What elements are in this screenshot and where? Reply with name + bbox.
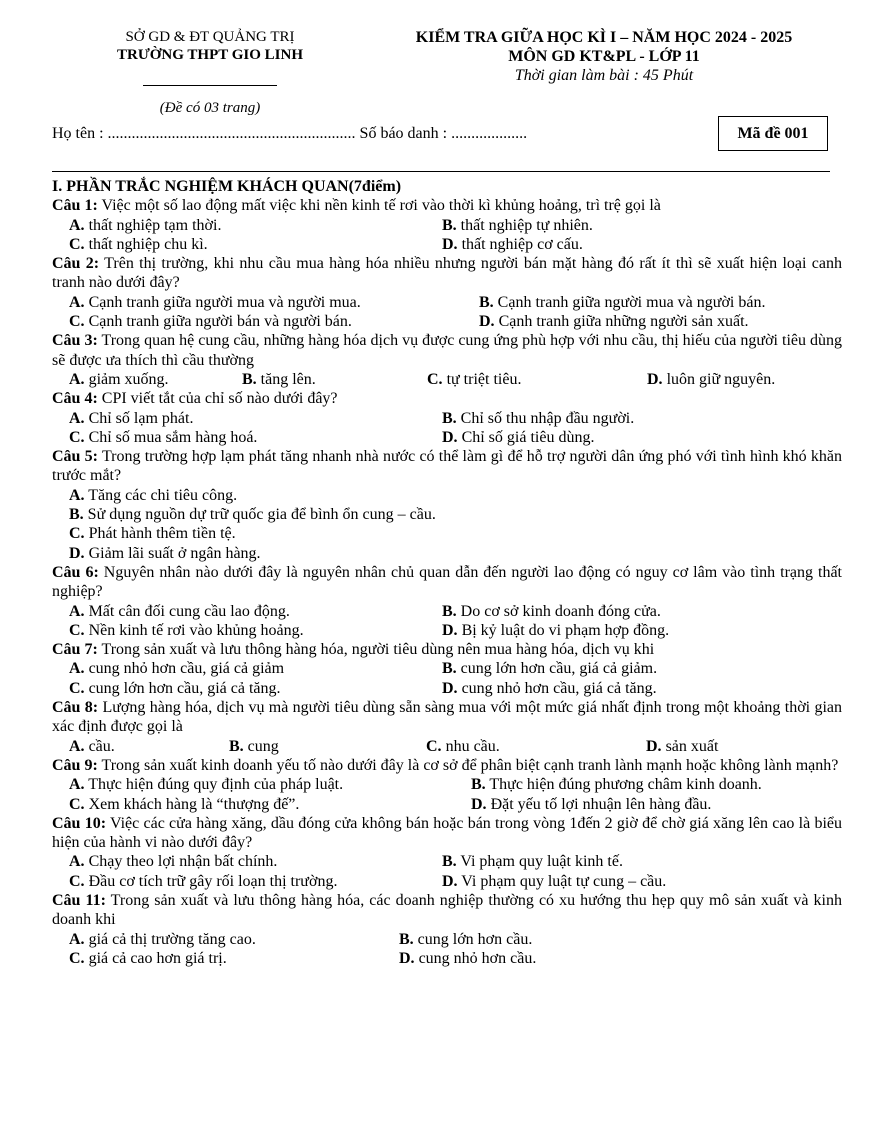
option-b[interactable] <box>442 659 815 678</box>
option-d[interactable] <box>647 370 775 389</box>
option-key: B. <box>442 853 457 871</box>
exam-content <box>52 177 842 968</box>
exam-time: Thời gian làm bài : 45 Phút <box>514 67 694 84</box>
option-text: Chỉ số thu nhập đầu người. <box>456 409 635 427</box>
section-divider <box>52 171 830 172</box>
option-d[interactable] <box>442 621 815 640</box>
option-text: thất nghiệp tự nhiên. <box>456 216 593 234</box>
option-c[interactable] <box>69 872 442 891</box>
option-text: giảm xuống. <box>84 370 169 388</box>
option-c[interactable] <box>427 370 647 389</box>
option-key: B. <box>479 293 494 311</box>
option-a[interactable] <box>69 216 442 235</box>
option-b[interactable] <box>471 775 762 794</box>
question-number: Câu 5: <box>52 448 99 466</box>
option-text: thất nghiệp cơ cấu. <box>457 235 583 253</box>
option-text: Tăng các chi tiêu công. <box>84 486 238 504</box>
options-row <box>52 370 842 389</box>
option-key: C. <box>69 872 85 890</box>
question-text: Trong sản xuất và lưu thông hàng hóa, người tiêu dùng nên mua hàng hóa, dịch vụ khi <box>97 641 655 659</box>
option-key: D. <box>399 949 415 967</box>
section-title: I. PHẦN TRẮC NGHIỆM KHÁCH QUAN(7điểm) <box>52 178 402 195</box>
option-text: Xem khách hàng là “thượng đế”. <box>84 795 300 813</box>
option-text: cầu. <box>84 737 115 755</box>
option-c[interactable] <box>52 524 842 543</box>
question-text: Trong quan hệ cung cầu, những hàng hóa dịch vụ được cung ứng phù hợp với nhu cầu, thị hiếu của người tiêu dùng sẽ được ưa thích thì cầu thường <box>52 332 843 369</box>
option-c[interactable] <box>69 679 442 698</box>
option-text: cung <box>243 737 279 755</box>
question-6 <box>52 563 842 602</box>
option-text: giá cả cao hơn giá trị. <box>84 949 227 967</box>
option-a[interactable] <box>69 775 471 794</box>
exam-code-box: Mã đề 001 <box>718 116 828 151</box>
option-key: C. <box>426 737 442 755</box>
option-key: A. <box>69 853 85 871</box>
option-d[interactable] <box>442 872 815 891</box>
option-key: B. <box>442 409 457 427</box>
option-text: Vi phạm quy luật kinh tế. <box>456 853 623 871</box>
option-text: tăng lên. <box>256 370 316 388</box>
question-number: Câu 9: <box>52 756 98 774</box>
exam-title: KIỂM TRA GIỮA HỌC KÌ I – NĂM HỌC 2024 - 2025 <box>415 29 793 46</box>
option-key: D. <box>647 370 663 388</box>
options-row <box>52 602 842 621</box>
option-key: A. <box>69 776 85 794</box>
option-b[interactable] <box>442 852 815 871</box>
option-text: Thực hiện đúng phương châm kinh doanh. <box>485 776 762 794</box>
options-row <box>52 949 842 968</box>
option-text: Cạnh tranh giữa người mua và người mua. <box>84 293 361 311</box>
option-text: nhu cầu. <box>441 737 500 755</box>
option-text: Cạnh tranh giữa người bán và người bán. <box>84 313 352 331</box>
option-text: cung nhỏ hơn cầu, giá cả tăng. <box>457 679 657 697</box>
option-text: Bị kỷ luật do vi phạm hợp đồng. <box>457 621 670 639</box>
options-row <box>52 852 842 871</box>
option-a[interactable] <box>69 659 442 678</box>
option-text: Thực hiện đúng quy định của pháp luật. <box>84 776 344 794</box>
dept-name: SỞ GD & ĐT QUẢNG TRỊ <box>125 29 295 45</box>
option-b[interactable] <box>442 216 815 235</box>
option-key: A. <box>69 737 85 755</box>
option-d[interactable] <box>646 737 718 756</box>
options-row <box>52 930 842 949</box>
options-row <box>52 679 842 698</box>
question-number: Câu 7: <box>52 641 98 659</box>
question-number: Câu 10: <box>52 814 107 832</box>
option-key: B. <box>242 370 257 388</box>
option-c[interactable] <box>426 737 646 756</box>
option-text: cung lớn hơn cầu, giá cả tăng. <box>84 679 281 697</box>
option-key: A. <box>69 930 85 948</box>
header-divider <box>143 85 277 86</box>
header-left <box>100 28 320 117</box>
option-text: sản xuất <box>661 737 719 755</box>
question-number: Câu 4: <box>52 390 98 408</box>
options-row <box>52 795 842 814</box>
option-key: C. <box>69 313 85 331</box>
option-key: A. <box>69 486 85 504</box>
question-11 <box>52 891 842 930</box>
option-key: A. <box>69 370 85 388</box>
option-c[interactable] <box>69 235 442 254</box>
option-text: luôn giữ nguyên. <box>662 370 776 388</box>
option-key: A. <box>69 602 85 620</box>
option-text: thất nghiệp tạm thời. <box>84 216 222 234</box>
option-c[interactable] <box>69 795 471 814</box>
option-text: Phát hành thêm tiền tệ. <box>84 525 236 543</box>
option-c[interactable] <box>69 949 399 968</box>
option-key: D. <box>69 544 85 562</box>
options-row <box>52 312 842 331</box>
question-7 <box>52 640 842 659</box>
option-key: C. <box>69 428 85 446</box>
question-number: Câu 1: <box>52 197 98 215</box>
question-text: Nguyên nhân nào dưới đây là nguyên nhân chủ quan dẫn đến người lao động có nguy cơ lâm vào tình trạng thất nghiệp? <box>52 563 842 601</box>
option-text: Cạnh tranh giữa những người sản xuất. <box>494 313 749 331</box>
options-row <box>52 872 842 891</box>
option-a[interactable] <box>69 737 229 756</box>
option-a[interactable] <box>69 602 442 621</box>
option-key: C. <box>69 795 85 813</box>
option-text: Giảm lãi suất ở ngân hàng. <box>84 544 261 562</box>
option-text: Chỉ số giá tiêu dùng. <box>457 428 595 446</box>
option-a[interactable] <box>69 409 442 428</box>
question-1 <box>52 196 842 215</box>
options-row <box>52 216 842 235</box>
question-text: Trong sản xuất kinh doanh yếu tố nào dưới đây là cơ sở để phân biệt cạnh tranh lành mạnh hoặc không lành mạnh? <box>97 756 839 774</box>
options-row <box>52 737 842 756</box>
option-b[interactable] <box>399 930 532 949</box>
options-row <box>52 775 842 794</box>
question-text: Việc một số lao động mất việc khi nền kinh tế rơi vào thời kì khủng hoảng, trì trệ gọi là <box>97 197 661 215</box>
question-number: Câu 2: <box>52 255 100 273</box>
question-10 <box>52 814 842 853</box>
option-text: Chạy theo lợi nhận bất chính. <box>84 853 278 871</box>
option-key: B. <box>442 602 457 620</box>
question-text: CPI viết tắt của chỉ số nào dưới đây? <box>97 390 338 408</box>
option-key: A. <box>69 409 85 427</box>
option-d[interactable] <box>442 235 815 254</box>
header-right <box>384 28 824 85</box>
option-d[interactable] <box>442 679 815 698</box>
option-key: C. <box>69 949 85 967</box>
option-text: cung lớn hơn cầu, giá cả giảm. <box>456 660 658 678</box>
option-key: D. <box>471 795 487 813</box>
option-key: A. <box>69 293 85 311</box>
option-b[interactable] <box>479 293 765 312</box>
question-number: Câu 3: <box>52 332 98 350</box>
student-name-field: Họ tên : .............................................................. <box>52 125 356 142</box>
option-c[interactable] <box>69 621 442 640</box>
option-a[interactable] <box>69 852 442 871</box>
question-4 <box>52 389 842 408</box>
option-key: C. <box>69 235 85 253</box>
option-c[interactable] <box>69 428 442 447</box>
pages-note: (Đề có 03 trang) <box>159 100 261 116</box>
option-text: cung lớn hơn cầu. <box>413 930 533 948</box>
option-text: tự triệt tiêu. <box>442 370 522 388</box>
option-text: Nền kinh tế rơi vào khủng hoảng. <box>84 621 304 639</box>
option-a[interactable] <box>52 486 842 505</box>
option-a[interactable] <box>69 293 479 312</box>
option-d[interactable] <box>52 544 842 563</box>
question-9 <box>52 756 842 775</box>
option-text: cung nhỏ hơn cầu, giá cả giảm <box>84 660 285 678</box>
option-b[interactable] <box>442 602 815 621</box>
option-a[interactable] <box>69 930 399 949</box>
student-info-row <box>52 124 527 143</box>
option-key: D. <box>442 235 458 253</box>
option-key: D. <box>646 737 662 755</box>
question-2 <box>52 254 842 293</box>
question-text: Trong sản xuất và lưu thông hàng hóa, các doanh nghiệp thường có xu hướng thu hẹp quy mô sản xuất và kinh doanh khi <box>52 891 842 929</box>
option-c[interactable] <box>69 312 479 331</box>
option-a[interactable] <box>69 370 242 389</box>
question-5 <box>52 447 842 486</box>
option-key: C. <box>427 370 443 388</box>
options-row <box>52 409 842 428</box>
option-b[interactable] <box>442 409 815 428</box>
question-number: Câu 6: <box>52 563 99 581</box>
question-number: Câu 11: <box>52 891 106 909</box>
option-text: Chỉ số mua sắm hàng hoá. <box>84 428 258 446</box>
option-b[interactable] <box>229 737 426 756</box>
question-number: Câu 8: <box>52 699 99 717</box>
option-key: B. <box>229 737 244 755</box>
options-row <box>52 428 842 447</box>
option-d[interactable] <box>399 949 536 968</box>
option-text: cung nhỏ hơn cầu. <box>414 949 537 967</box>
question-text: Trên thị trường, khi nhu cầu mua hàng hóa nhiều nhưng người bán mặt hàng đó rất ít thì sẽ xuất hiện loại canh tranh nào dưới đây? <box>52 255 843 292</box>
option-d[interactable] <box>471 795 711 814</box>
options-row <box>52 235 842 254</box>
question-text: Trong trường hợp lạm phát tăng nhanh nhà nước có thể làm gì để hỗ trợ người dân ứng phó với tình hình khó khăn trước mắt? <box>52 448 842 485</box>
question-8 <box>52 698 842 737</box>
option-key: D. <box>442 872 458 890</box>
option-d[interactable] <box>442 428 815 447</box>
option-text: Chỉ số lạm phát. <box>84 409 194 427</box>
option-text: Đầu cơ tích trữ gây rối loạn thị trường. <box>84 872 338 890</box>
options-row <box>52 621 842 640</box>
options-row <box>52 293 842 312</box>
option-key: D. <box>442 621 458 639</box>
option-key: B. <box>69 506 84 524</box>
option-b[interactable] <box>242 370 427 389</box>
question-3 <box>52 331 842 370</box>
option-key: D. <box>479 313 495 331</box>
option-key: A. <box>69 660 85 678</box>
option-key: B. <box>442 660 457 678</box>
option-key: B. <box>399 930 414 948</box>
option-d[interactable] <box>479 312 749 331</box>
question-text: Việc các cửa hàng xăng, dầu đóng cửa không bán hoặc bán trong vòng 1đến 2 giờ để chờ giá xăng lên cao là biểu hiện của hành vi nào dưới đây? <box>52 814 843 852</box>
option-text: Sử dụng nguồn dự trữ quốc gia để bình ổn cung – cầu. <box>83 506 436 524</box>
option-key: A. <box>69 216 85 234</box>
option-text: giá cả thị trường tăng cao. <box>84 930 256 948</box>
option-key: B. <box>442 216 457 234</box>
option-text: Vi phạm quy luật tự cung – cầu. <box>457 872 667 890</box>
options-row <box>52 659 842 678</box>
option-key: B. <box>471 776 486 794</box>
school-name: TRƯỜNG THPT GIO LINH <box>116 47 303 63</box>
option-text: thất nghiệp chu kì. <box>84 235 208 253</box>
option-key: C. <box>69 621 85 639</box>
option-text: Mất cân đối cung cầu lao động. <box>84 602 290 620</box>
subject-title: MÔN GD KT&PL - LỚP 11 <box>508 48 700 65</box>
option-key: C. <box>69 679 85 697</box>
option-b[interactable] <box>52 505 842 524</box>
option-text: Do cơ sở kinh doanh đóng cửa. <box>456 602 661 620</box>
option-text: Đặt yếu tố lợi nhuận lên hàng đầu. <box>486 795 712 813</box>
option-key: C. <box>69 525 85 543</box>
option-key: D. <box>442 428 458 446</box>
option-text: Cạnh tranh giữa người mua và người bán. <box>493 293 766 311</box>
student-id-field: Số báo danh : ................... <box>359 125 528 142</box>
option-key: D. <box>442 679 458 697</box>
question-text: Lượng hàng hóa, dịch vụ mà người tiêu dùng sẵn sàng mua với một mức giá nhất định trong một khoảng thời gian xác định được gọi là <box>52 699 843 736</box>
